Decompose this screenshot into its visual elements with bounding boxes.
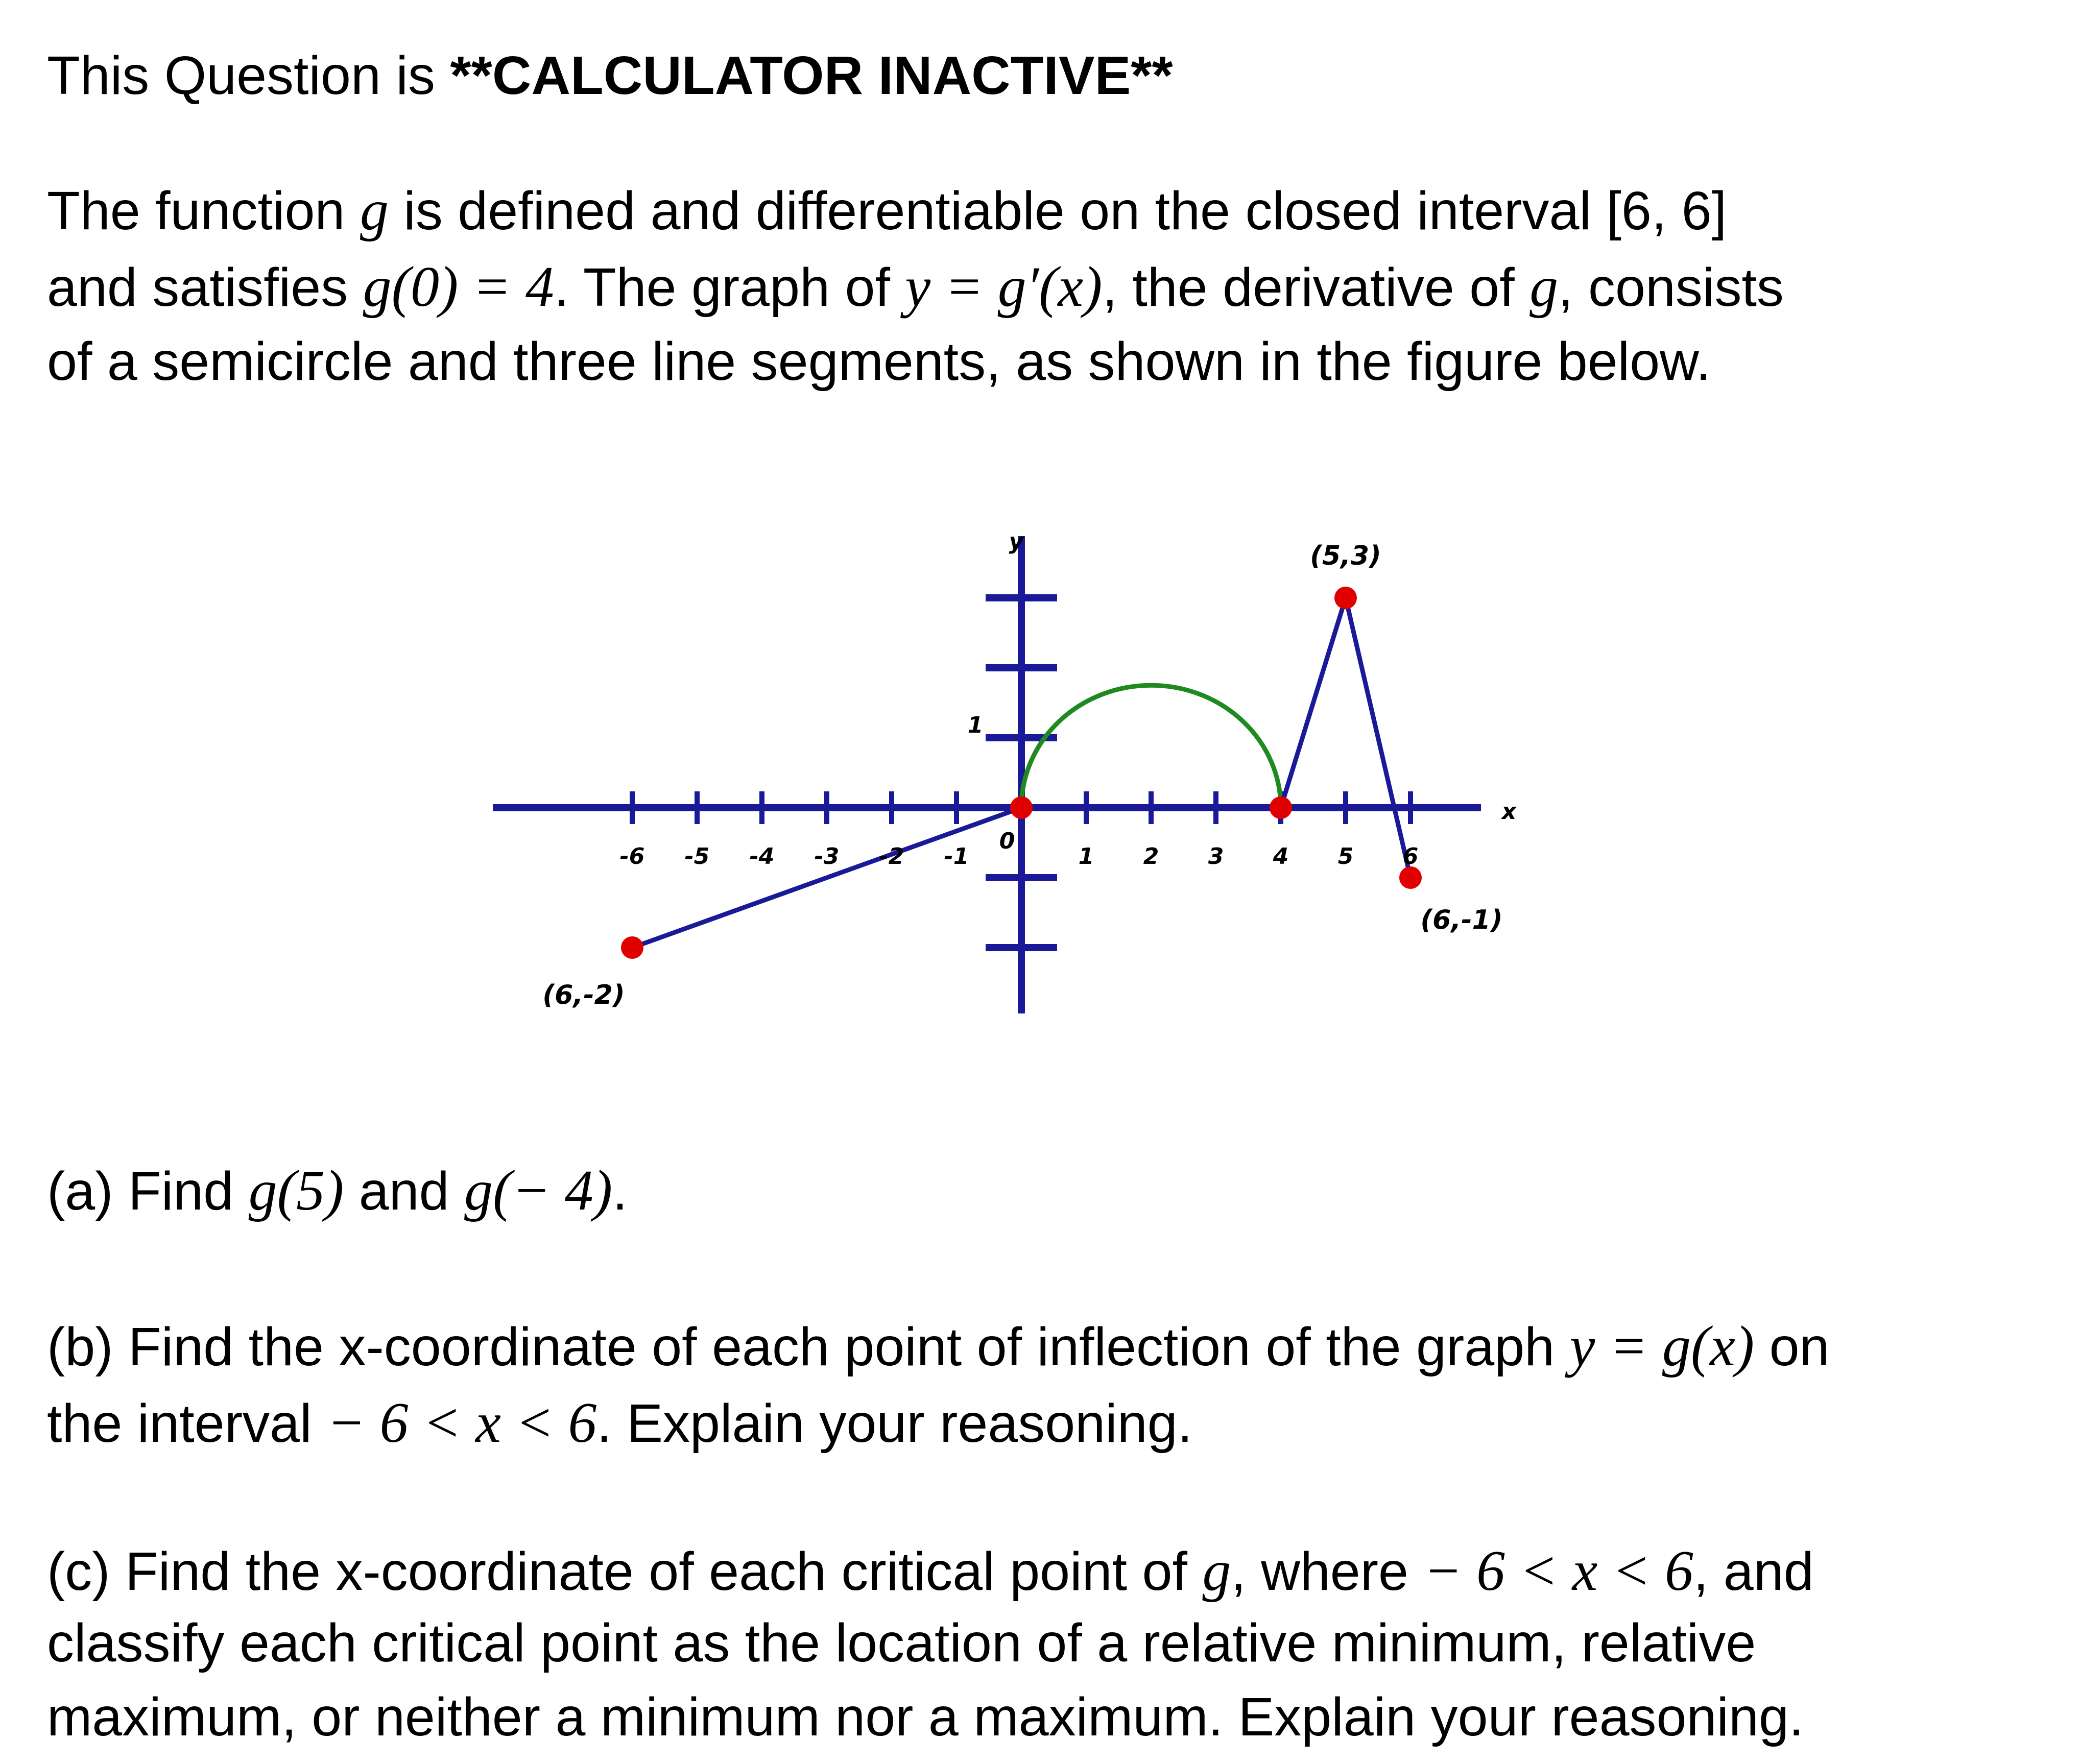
- point-label: (5,3): [1310, 541, 1381, 571]
- x-tick-label: -6: [619, 843, 645, 869]
- data-point: [621, 936, 643, 959]
- x-tick-label: -4: [749, 843, 775, 869]
- part-b-line-1: (b) Find the x-coordinate of each point of inflection of the graph y = g(x) on: [47, 1315, 1830, 1378]
- data-point: [1399, 866, 1422, 889]
- x-tick-label: 5: [1337, 843, 1354, 869]
- x-tick-label: 2: [1143, 843, 1159, 869]
- x-tick-label: -5: [684, 843, 710, 869]
- part-a: (a) Find g(5) and g(− 4).: [47, 1159, 628, 1222]
- x-tick-label: -3: [814, 843, 840, 869]
- x-tick-label: 4: [1273, 843, 1289, 869]
- x-tick-label: 0: [999, 828, 1015, 854]
- y-axis-label: y: [1009, 528, 1024, 554]
- part-c-line-3: maximum, or neither a minimum nor a maximum. Explain your reasoning.: [47, 1687, 1804, 1747]
- header-prefix: This Question is: [47, 45, 450, 106]
- math-interval: − 6 < x < 6: [1423, 1539, 1693, 1603]
- x-tick-label: -2: [879, 843, 904, 869]
- math-g-of-0: g(0) = 4: [363, 255, 554, 319]
- math-g: g: [1529, 255, 1559, 319]
- data-point: [1334, 587, 1357, 609]
- math-y-equals-g: y = g(x): [1569, 1315, 1755, 1378]
- line-segment-rise: [1281, 598, 1346, 808]
- intro-line-2: and satisfies g(0) = 4. The graph of y = g′(x), the derivative of g, consists: [47, 255, 1784, 319]
- data-point: [1270, 796, 1292, 819]
- x-tick-label: 1: [1078, 843, 1094, 869]
- line-segment-left: [632, 808, 1021, 948]
- math-g: g: [360, 179, 389, 242]
- math-g-of-5: g(5): [248, 1159, 344, 1222]
- math-g: g: [1202, 1539, 1231, 1603]
- math-interval: − 6 < x < 6: [326, 1391, 597, 1455]
- math-g-of-neg4: g(− 4): [464, 1159, 613, 1222]
- math-derivative: y = g′(x): [905, 255, 1103, 319]
- point-label: (6,-1): [1420, 905, 1503, 935]
- calculator-inactive-notice: **CALCULATOR INACTIVE**: [450, 45, 1173, 106]
- x-tick-label: -1: [944, 843, 969, 869]
- intro-line-1: The function g is defined and differentiable on the closed interval [6, 6]: [47, 179, 1727, 242]
- x-tick-label: 3: [1208, 843, 1224, 869]
- data-point: [1010, 796, 1033, 819]
- line-segment-fall: [1346, 598, 1410, 878]
- part-b-line-2: the interval − 6 < x < 6. Explain your reasoning.: [47, 1391, 1193, 1455]
- part-c-line-1: (c) Find the x-coordinate of each critical point of g, where − 6 < x < 6, and: [47, 1539, 1814, 1603]
- x-axis-label: x: [1501, 799, 1517, 825]
- part-c-line-2: classify each critical point as the location of a relative minimum, relative: [47, 1613, 1756, 1673]
- intro-line-3: of a semicircle and three line segments, as shown in the figure below.: [47, 331, 1711, 392]
- point-label: (6,-2): [542, 980, 625, 1010]
- x-tick-label: 6: [1402, 843, 1419, 869]
- semicircle: [1021, 685, 1281, 808]
- y-tick-label: 1: [967, 712, 984, 738]
